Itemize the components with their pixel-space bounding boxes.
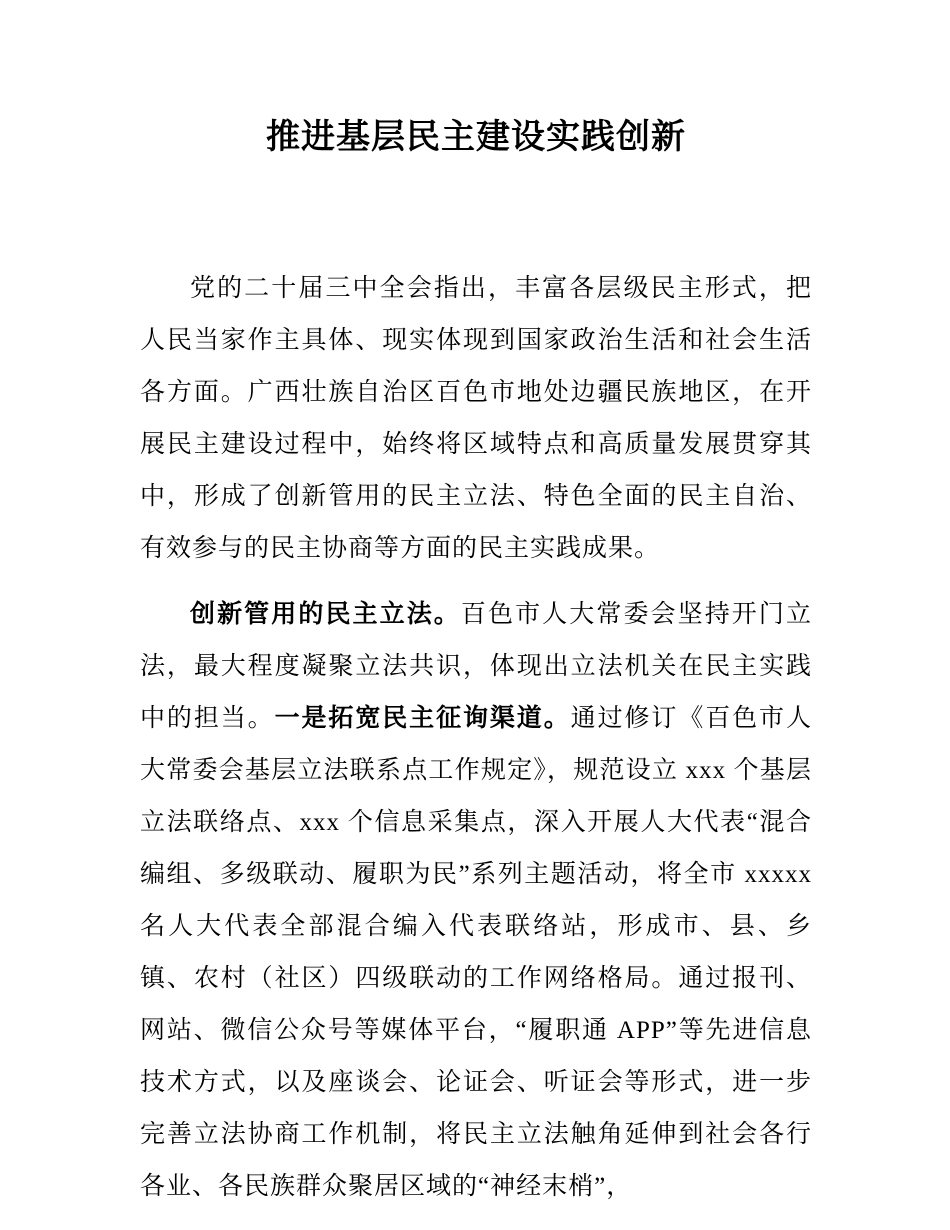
document-body — [140, 263, 812, 1213]
paragraph — [140, 263, 812, 575]
text-run: 百色市人大常委会坚持开门立法，最大程度凝聚立法共识，体现出立法机关在民主实践中的担当。 — [140, 600, 812, 732]
bold-run: 创新管用的民主立法。 — [190, 600, 461, 628]
paragraph — [140, 589, 812, 1213]
bold-run: 一是拓宽民主征询渠道。 — [274, 704, 571, 732]
text-run: 党的二十届三中全会指出，丰富各层级民主形式，把人民当家作主具体、现实体现到国家政治生活和社会生活各方面。广西壮族自治区百色市地处边疆民族地区，在开展民主建设过程中，始终将区域特点和高质量发展贯穿其中，形成了创新管用的民主立法、特色全面的民主自治、有效参与的民主协商等方面的民主实践成果。 — [140, 274, 812, 562]
document-title: 推进基层民主建设实践创新 — [266, 119, 686, 156]
text-run: 通过修订《百色市人大常委会基层立法联系点工作规定》，规范设立 xxx 个基层立法联络点、xxx 个信息采集点，深入开展人大代表“混合编组、多级联动、履职为民”系列主题活动，将全市 xxxxx 名人大代表全部混合编入代表联络站，形成市、县、乡镇、农村（社区）四级联动的工作网络格局。通过报刊、网站、微信公众号等媒体平台，“履职通 APP”等先进信息技术方式，以及座谈会、论证会、听证会等形式，进一步完善立法协商工作机制，将民主立法触角延伸到社会各行各业、各民族群众聚居区域的“神经末梢”， — [140, 704, 812, 1200]
